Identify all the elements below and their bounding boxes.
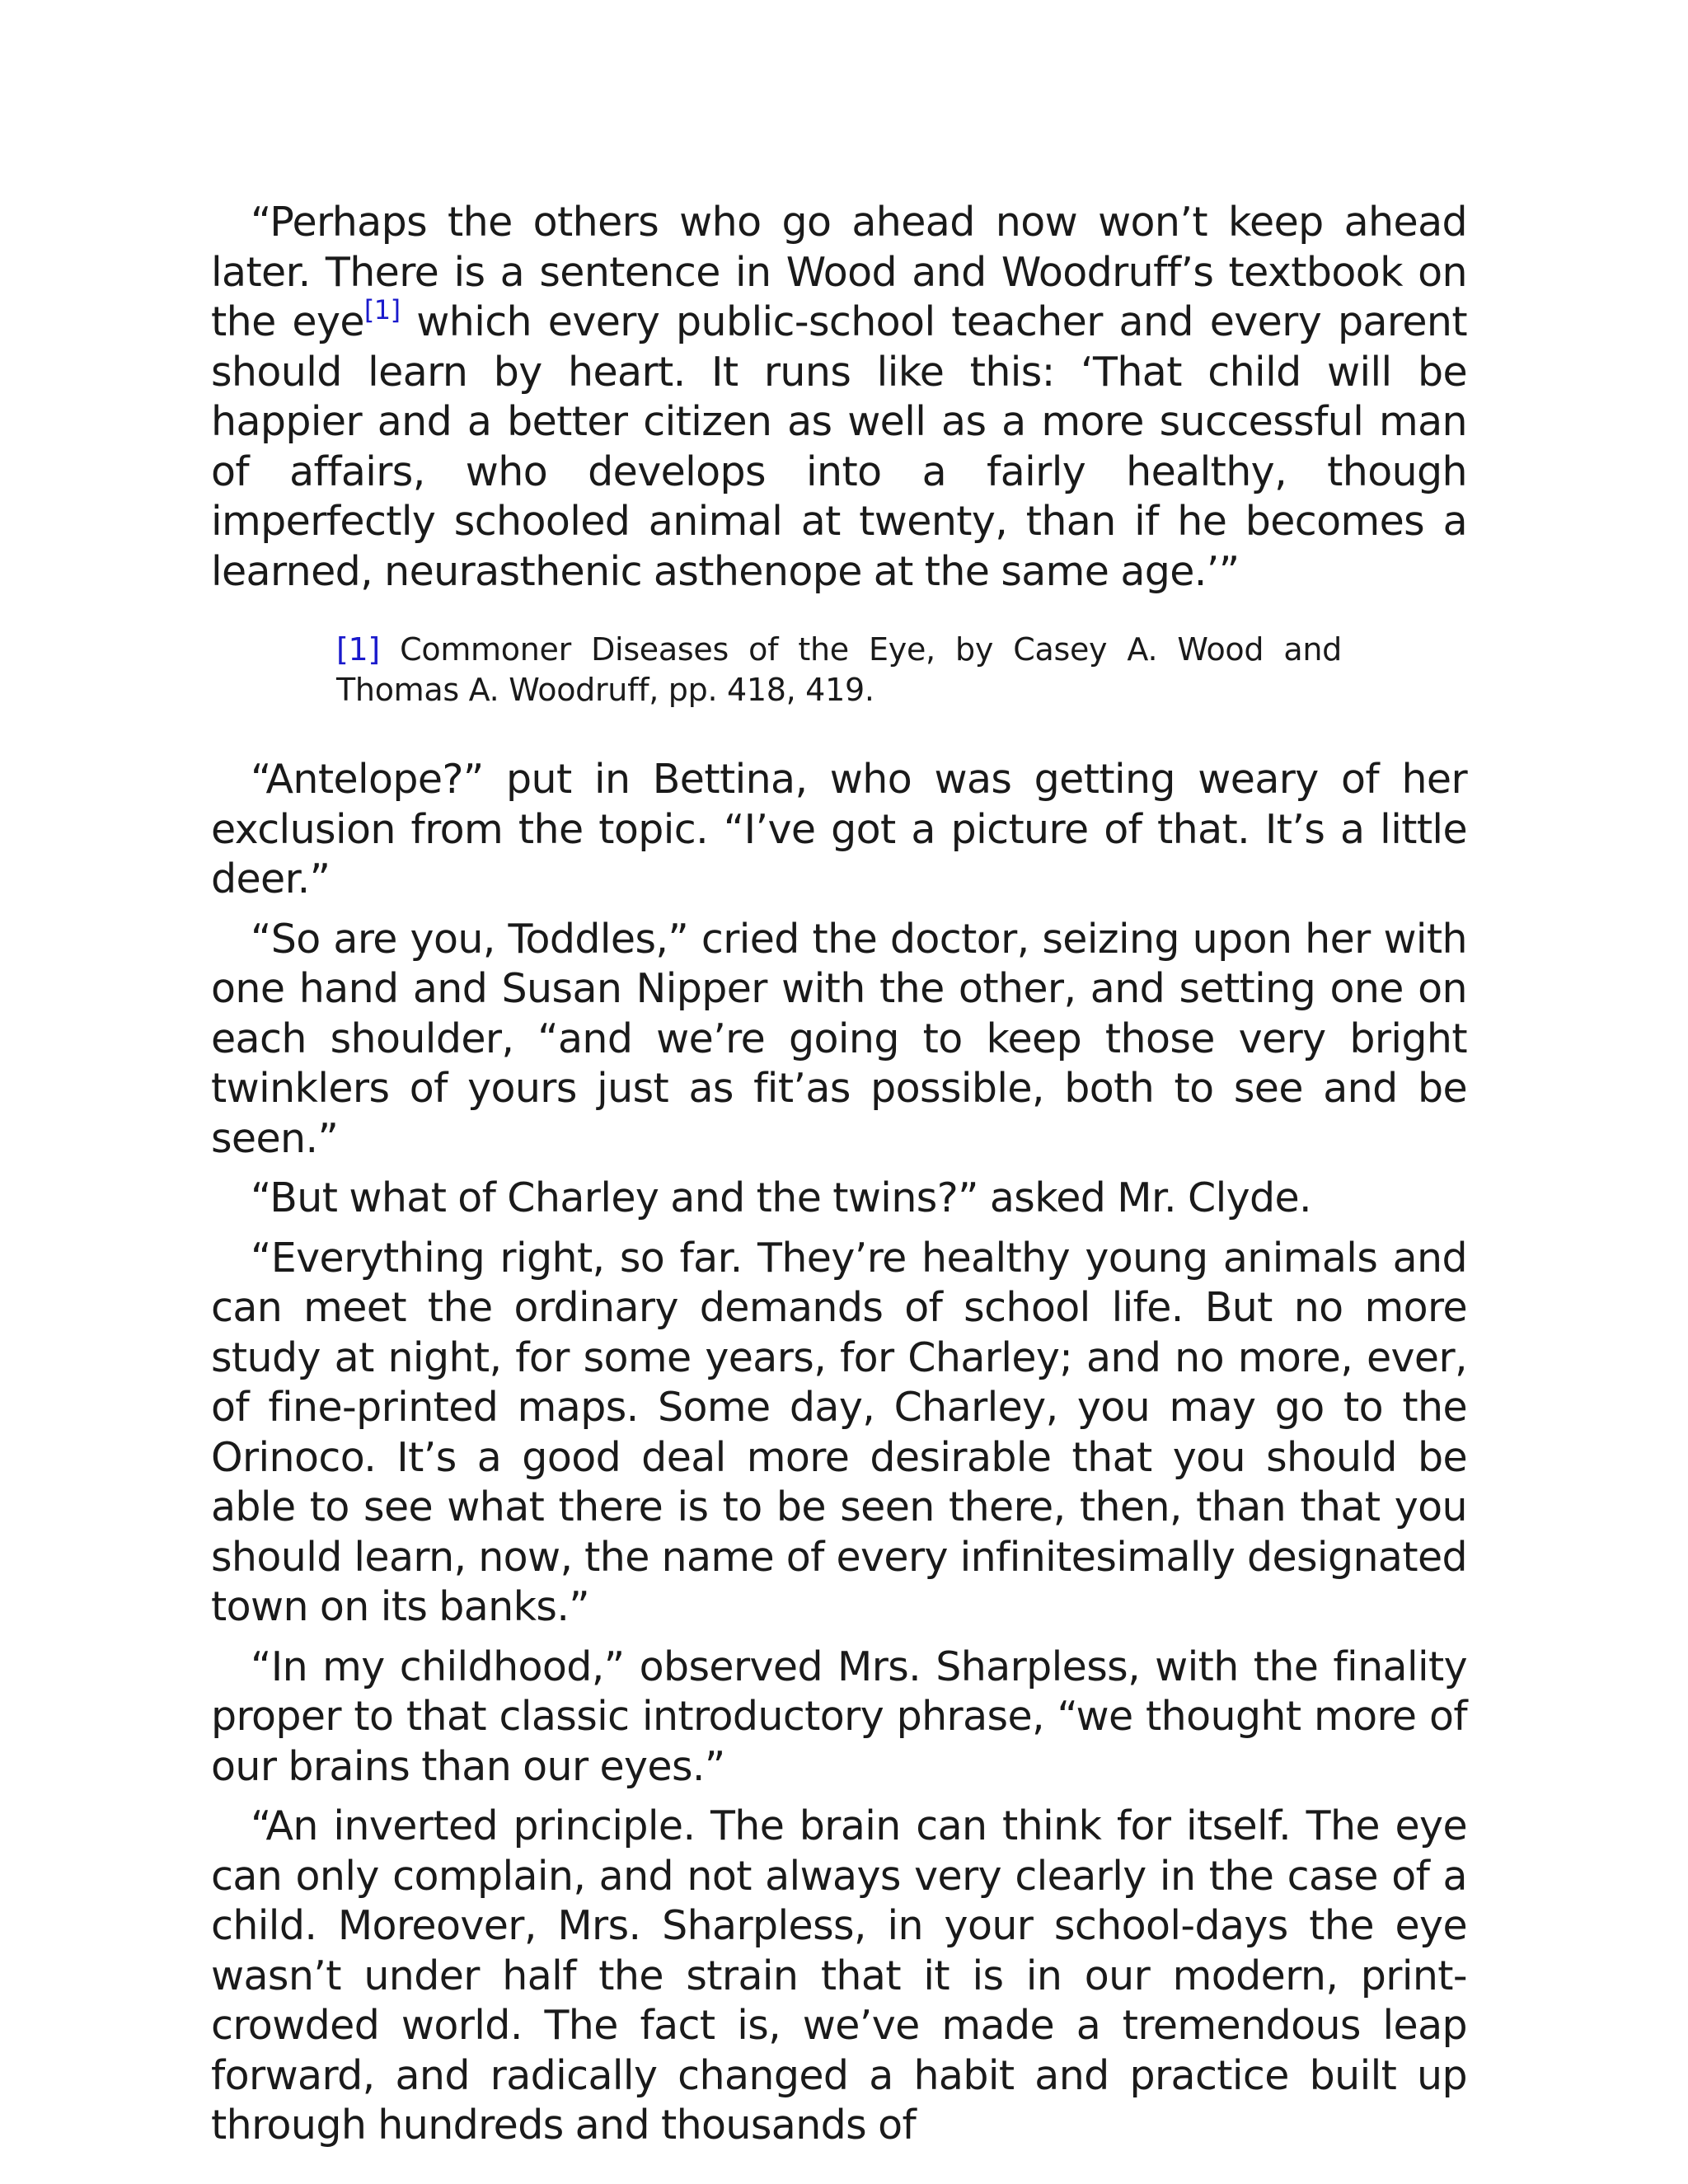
footnote-text: Commoner Diseases of the Eye, by Casey A. Wood and Thomas A. Woodruff, pp. 418, 419. [336,631,1342,708]
paragraph-text: “Perhaps the others who go ahead now won’t keep ahead later. There is a sentence in Wood and Woodruff’s textbook on the eye [211,199,1467,345]
paragraph-perhaps [211,198,1467,597]
paragraph-antelope: “Antelope?” put in Bettina, who was getting weary of her exclusion from the topic. “I’ve got a picture of that. It’s a little deer.” [211,756,1467,902]
paragraph-childhood: “In my childhood,” observed Mrs. Sharpless, with the finality proper to that classic introductory phrase, “we thought more of our brains than our eyes.” [211,1643,1467,1790]
footnote-reference-link[interactable]: [1] [363,294,401,326]
page-body [211,198,1467,2161]
paragraph-inverted-principle: “An inverted principle. The brain can think for itself. The eye can only complain, and not always very clearly in the case of a child. Moreover, Mrs. Sharpless, in your school-days the eye wasn’t under half the strain that it is in our modern, print-crowded world. The fact is, we’ve made a tremendous leap forward, and radically changed a habit and practice built up through hundreds and thousands of [211,1802,1467,2149]
paragraph-charley-twins: “But what of Charley and the twins?” asked Mr. Clyde. [251,1174,1312,1221]
paragraph-text: which every public-school teacher and every parent should learn by heart. It runs like this: ‘That child will be happier and a better citizen as well as a more successful man of affairs, who develops into a fairly healthy, though imperfectly schooled animal at twenty, than if he becomes a learned, neurasthenic asthenope at the same age.’” [211,298,1467,595]
paragraph-toddles: “So are you, Toddles,” cried the doctor, seizing upon her with one hand and Susan Nipper with the other, and setting one on each shoulder, “and we’re going to keep those very bright twinklers of yours just as fit’as possible, both to see and be seen.” [211,915,1467,1162]
footnote-label-link[interactable]: [1] [336,631,380,668]
footnote [336,630,1342,710]
paragraph-everything-right: “Everything right, so far. They’re healthy young animals and can meet the ordinary demands of school life. But no more study at night, for some years, for Charley; and no more, ever, of fine-printed maps. Some day, Charley, you may go to the Orinoco. It’s a good deal more desirable that you should be able to see what there is to be seen there, then, than that you should learn, now, the name of every infinitesimally designated town on its banks.” [211,1234,1467,1630]
